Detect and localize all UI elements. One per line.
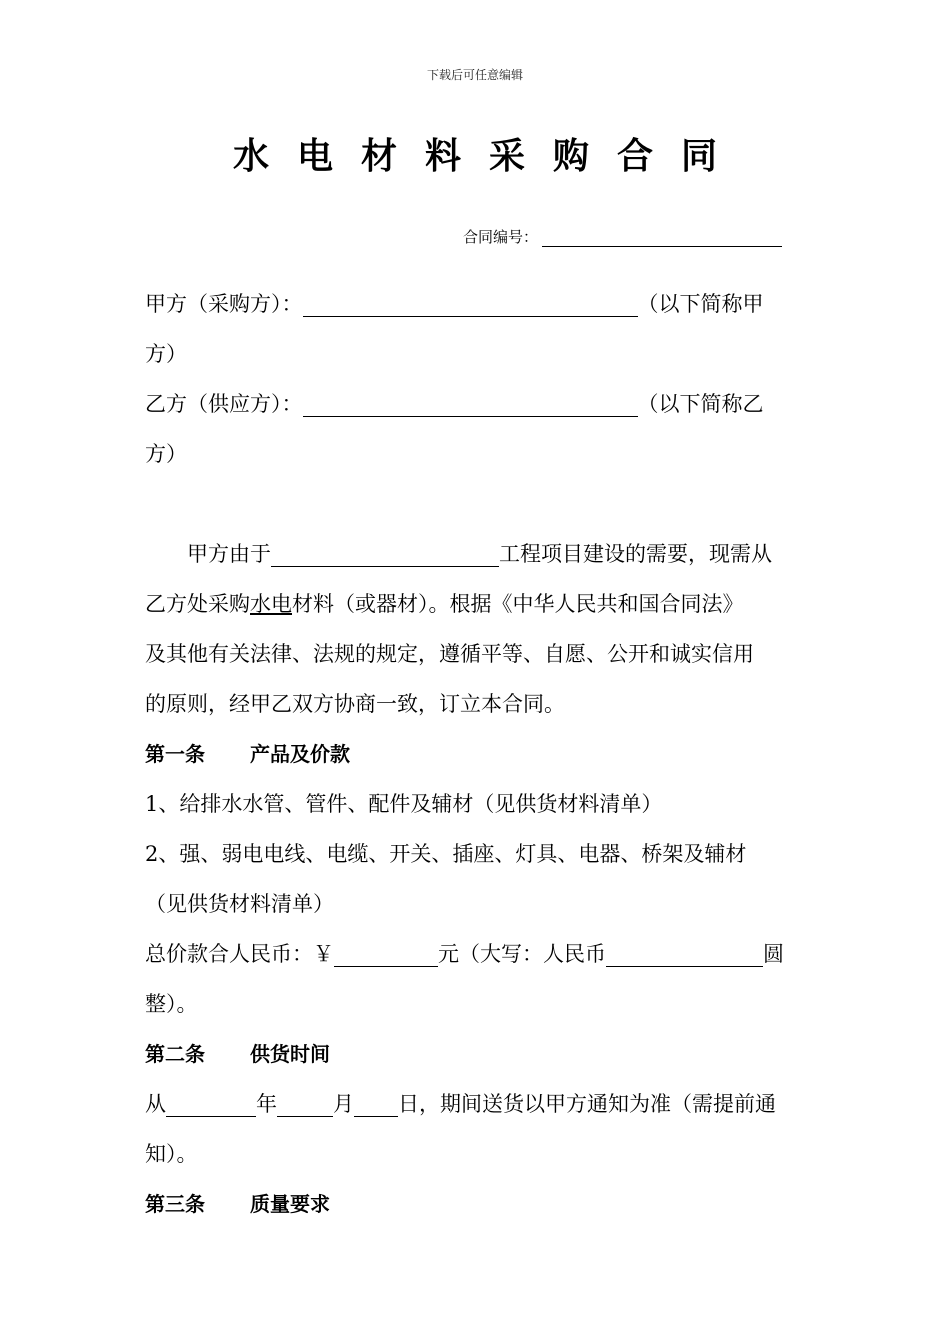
contract-number	[463, 226, 782, 247]
total-label: 总价款合人民币：￥	[145, 942, 334, 966]
intro-text: 乙方处采购	[145, 592, 250, 616]
intro-underlined: 水电	[250, 592, 292, 616]
party-a-cont: 方）	[145, 342, 187, 366]
party-a-suffix: （以下简称甲	[637, 292, 764, 316]
spacer	[145, 479, 807, 529]
date-text: 日，期间送货以甲方通知为准（需提前通	[398, 1092, 776, 1116]
contract-number-blank[interactable]	[542, 230, 782, 247]
contract-body	[145, 279, 807, 1229]
article-title: 质量要求	[250, 1192, 330, 1216]
party-a-line	[145, 279, 807, 329]
party-b-cont: 方）	[145, 442, 187, 466]
contract-number-label: 合同编号：	[463, 228, 539, 246]
month-blank[interactable]	[277, 1086, 333, 1117]
intro-line-4: 的原则，经甲乙双方协商一致，订立本合同。	[145, 692, 565, 716]
party-b-blank[interactable]	[303, 386, 638, 417]
project-name-blank[interactable]	[271, 536, 499, 567]
article-2-heading	[145, 1029, 807, 1079]
date-text: 从	[145, 1092, 166, 1116]
article-title: 产品及价款	[250, 742, 350, 766]
intro-text: 甲方由于	[187, 542, 271, 566]
supply-date-line	[145, 1079, 807, 1129]
day-blank[interactable]	[354, 1086, 398, 1117]
intro-line-1	[145, 529, 807, 579]
intro-line-3: 及其他有关法律、法规的规定，遵循平等、自愿、公开和诚实信用	[145, 642, 754, 666]
article-1-item-2: 2、强、弱电电线、电缆、开关、插座、灯具、电器、桥架及辅材	[145, 842, 747, 866]
year-blank[interactable]	[166, 1086, 256, 1117]
article-3-heading	[145, 1179, 807, 1229]
intro-text: 工程项目建设的需要，现需从	[499, 542, 772, 566]
total-amount-blank[interactable]	[334, 936, 438, 967]
party-a-blank[interactable]	[303, 286, 638, 317]
total-price-cont: 整）。	[145, 992, 198, 1016]
article-number: 第二条	[145, 1042, 205, 1066]
party-b-line	[145, 379, 807, 429]
article-title: 供货时间	[250, 1042, 330, 1066]
total-words-label: 元（大写：人民币	[438, 942, 606, 966]
article-number: 第三条	[145, 1192, 205, 1216]
total-price-line	[145, 929, 807, 979]
document-title: 水电材料采购合同	[232, 136, 745, 177]
party-b-suffix: （以下简称乙	[637, 392, 764, 416]
date-text: 月	[333, 1092, 354, 1116]
total-unit: 圆	[763, 942, 784, 966]
total-words-blank[interactable]	[606, 936, 763, 967]
article-1-item-2-cont: （见供货材料清单）	[145, 892, 334, 916]
supply-date-cont: 知）。	[145, 1142, 198, 1166]
article-number: 第一条	[145, 742, 205, 766]
page-header: 下载后可任意编辑	[426, 68, 523, 82]
article-1-heading	[145, 729, 807, 779]
intro-text: 材料（或器材）。根据《中华人民共和国合同法》	[292, 592, 744, 616]
intro-line-2	[145, 579, 807, 629]
article-1-item-1: 1、给排水水管、管件、配件及辅材（见供货材料清单）	[145, 792, 663, 816]
date-text: 年	[256, 1092, 277, 1116]
party-a-label: 甲方（采购方）：	[145, 292, 303, 316]
party-b-label: 乙方（供应方）：	[145, 392, 303, 416]
